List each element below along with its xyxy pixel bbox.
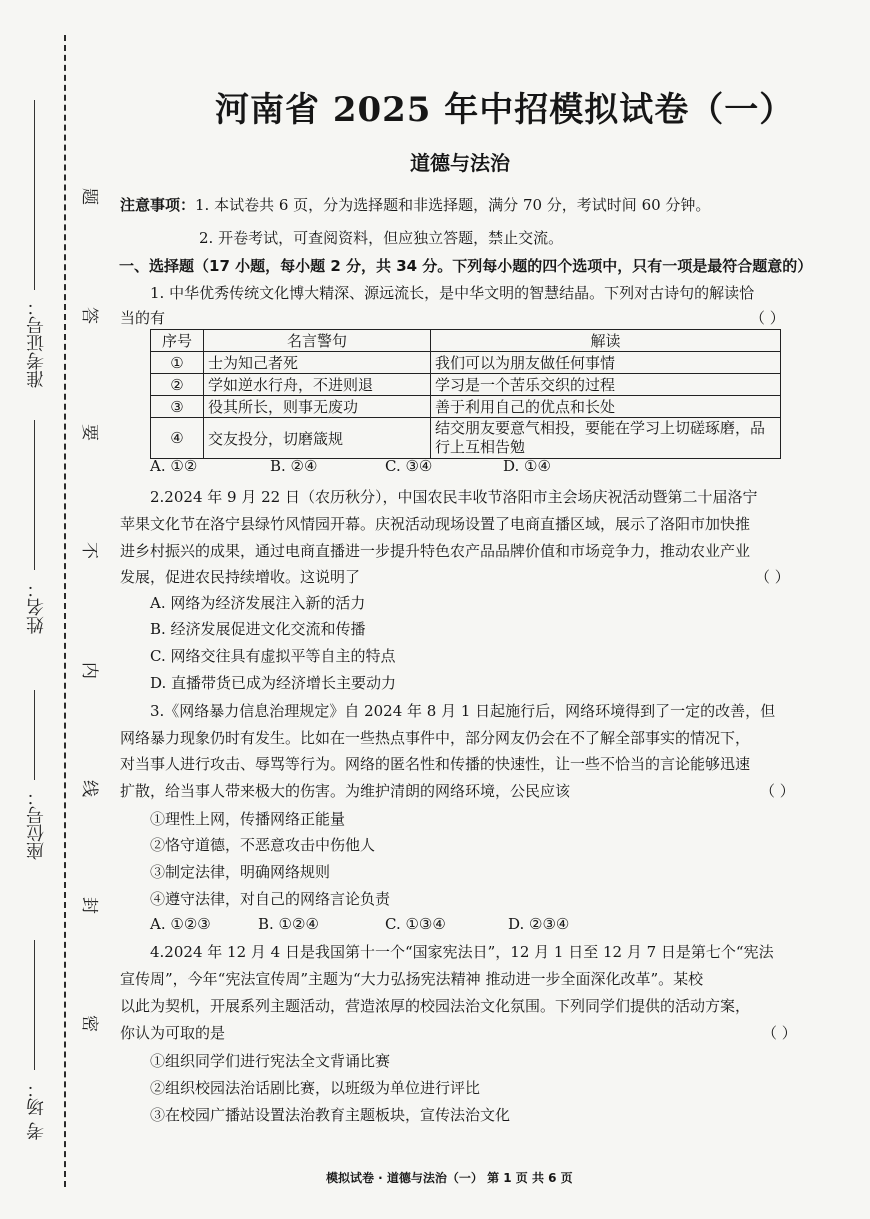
q2-option-c[interactable]: C. 网络交往具有虚拟平等自主的特点 [150, 647, 396, 665]
table-cell: 学如逆水行舟，不进则退 [204, 374, 431, 396]
page-footer: 模拟试卷 · 道德与法治（一） 第 1 页 共 6 页 [326, 1171, 573, 1185]
q4-line-4: 你认为可取的是 [120, 1024, 226, 1042]
q2-line-3: 进乡村振兴的成果，通过电商直播进一步提升特色农产品品牌价值和市场竞争力，推动农业产业 [120, 542, 751, 560]
q4-statement-2: ②组织校园法治话剧比赛，以班级为单位进行评比 [150, 1079, 481, 1097]
name-label: 姓名： [26, 580, 47, 634]
q3-statement-1: ①理性上网，传播网络正能量 [150, 810, 346, 828]
table-cell: 士为知己者死 [204, 352, 431, 374]
q4-statement-1: ①组织同学们进行宪法全文背诵比赛 [150, 1052, 391, 1070]
seal-char-4: 不 [82, 538, 99, 558]
seal-char-3: 要 [82, 420, 99, 440]
q3-option-b[interactable]: B. ①②④ [258, 915, 319, 933]
q2-line-1: 2.2024 年 9 月 22 日（农历秋分），中国农民丰收节洛阳市主会场庆祝活动暨第二十届洛宁 [150, 488, 758, 506]
seal-char-6: 线 [82, 776, 99, 796]
q3-line-3: 对当事人进行攻击、辱骂等行为。网络的匿名性和传播的快速性，让一些不恰当的言论能够迅速 [120, 755, 751, 773]
table-cell: 善于利用自己的优点和长处 [431, 396, 781, 418]
q3-answer-blank[interactable]: （ ） [760, 782, 795, 800]
table-cell: ③ [151, 396, 204, 418]
table-cell: ① [151, 352, 204, 374]
notice-item-2: 2. 开卷考试，可查阅资料，但应独立答题，禁止交流。 [199, 229, 564, 247]
q4-answer-blank[interactable]: （ ） [762, 1024, 797, 1042]
section-heading: 一、选择题（17 小题，每小题 2 分，共 34 分。下列每小题的四个选项中，只有一项是最符合题意的） [119, 257, 813, 275]
table-cell: ② [151, 374, 204, 396]
table-cell: 役其所长，则事无废功 [204, 396, 431, 418]
exam-number-label: 准考证号： [26, 298, 47, 388]
q3-line-2: 网络暴力现象仍时有发生。比如在一些热点事件中，部分网友仍会在不了解全部事实的情况下， [120, 729, 751, 747]
q1-answer-blank[interactable]: （ ） [750, 309, 785, 327]
q2-line-2: 苹果文化节在洛宁县绿竹风情园开幕。庆祝活动现场设置了电商直播区域，展示了洛阳市加快推 [120, 515, 751, 533]
q2-line-4: 发展，促进农民持续增收。这说明了 [120, 568, 361, 586]
exam-number-field[interactable] [34, 100, 35, 290]
q3-option-d[interactable]: D. ②③④ [508, 915, 570, 933]
binding-dashed-line [64, 35, 66, 1187]
seat-number-field[interactable] [34, 690, 35, 780]
page-title: 河南省 2025 年中招模拟试卷（一） [215, 90, 795, 130]
table-cell: 我们可以为朋友做任何事情 [431, 352, 781, 374]
table-header-cell: 解读 [431, 330, 781, 352]
q1-option-d[interactable]: D. ①④ [503, 457, 551, 475]
table-row [151, 396, 781, 418]
q1-option-c[interactable]: C. ③④ [385, 457, 433, 475]
q1-table [150, 329, 781, 459]
notice-label: 注意事项： [120, 196, 196, 214]
q2-option-a[interactable]: A. 网络为经济发展注入新的活力 [150, 594, 366, 612]
table-header-row [151, 330, 781, 352]
seal-char-8: 密 [82, 1011, 99, 1031]
q1-option-a[interactable]: A. ①② [150, 457, 198, 475]
table-cell: 交友投分，切磨箴规 [204, 418, 431, 459]
q3-option-c[interactable]: C. ①③④ [385, 915, 446, 933]
table-cell: 结交朋友要意气相投，要能在学习上切磋琢磨，品行上互相告勉 [431, 418, 781, 459]
table-header-cell: 序号 [151, 330, 204, 352]
table-row [151, 352, 781, 374]
table-cell: ④ [151, 418, 204, 459]
q4-line-3: 以此为契机，开展系列主题活动，营造浓厚的校园法治文化氛围。下列同学们提供的活动方案， [120, 997, 751, 1015]
q3-statement-2: ②恪守道德，不恶意攻击中伤他人 [150, 836, 376, 854]
seal-char-2: 答 [82, 303, 99, 323]
exam-room-label: 考 场： [26, 1080, 47, 1140]
seal-char-1: 题 [82, 184, 99, 204]
q2-option-d[interactable]: D. 直播带货已成为经济增长主要动力 [150, 674, 397, 692]
seal-char-5: 内 [82, 658, 99, 678]
exam-room-field[interactable] [34, 940, 35, 1070]
q3-statement-4: ④遵守法律，对自己的网络言论负责 [150, 890, 391, 908]
notice-item-1: 1. 本试卷共 6 页，分为选择题和非选择题，满分 70 分，考试时间 60 分钟。 [195, 196, 711, 214]
q2-option-b[interactable]: B. 经济发展促进文化交流和传播 [150, 620, 366, 638]
seat-number-label: 座位号： [26, 788, 47, 860]
q3-line-1: 3.《网络暴力信息治理规定》自 2024 年 8 月 1 日起施行后，网络环境得到了一定的改善，但 [150, 702, 776, 720]
q3-option-a[interactable]: A. ①②③ [150, 915, 211, 933]
q1-stem-line-2: 当的有 [120, 309, 166, 327]
q4-line-2: 宣传周”，今年“宪法宣传周”主题为“大力弘扬宪法精神 推动进一步全面深化改革”。某校 [120, 970, 704, 988]
seal-char-7: 封 [82, 893, 99, 913]
subject-title: 道德与法治 [410, 151, 510, 175]
q1-stem-line-1: 1. 中华优秀传统文化博大精深、源远流长，是中华文明的智慧结晶。下列对古诗句的解读恰 [150, 284, 755, 302]
table-row [151, 418, 781, 459]
name-field[interactable] [34, 420, 35, 570]
q4-line-1: 4.2024 年 12 月 4 日是我国第十一个“国家宪法日”，12 月 1 日至 12 月 7 日是第七个“宪法 [150, 943, 774, 961]
table-header-cell: 名言警句 [204, 330, 431, 352]
table-cell: 学习是一个苦乐交织的过程 [431, 374, 781, 396]
q1-option-b[interactable]: B. ②④ [270, 457, 318, 475]
q4-statement-3: ③在校园广播站设置法治教育主题板块，宣传法治文化 [150, 1106, 511, 1124]
q2-answer-blank[interactable]: （ ） [755, 568, 790, 586]
q3-statement-3: ③制定法律，明确网络规则 [150, 863, 331, 881]
table-row [151, 374, 781, 396]
q3-line-4: 扩散，给当事人带来极大的伤害。为维护清朗的网络环境，公民应该 [120, 782, 571, 800]
